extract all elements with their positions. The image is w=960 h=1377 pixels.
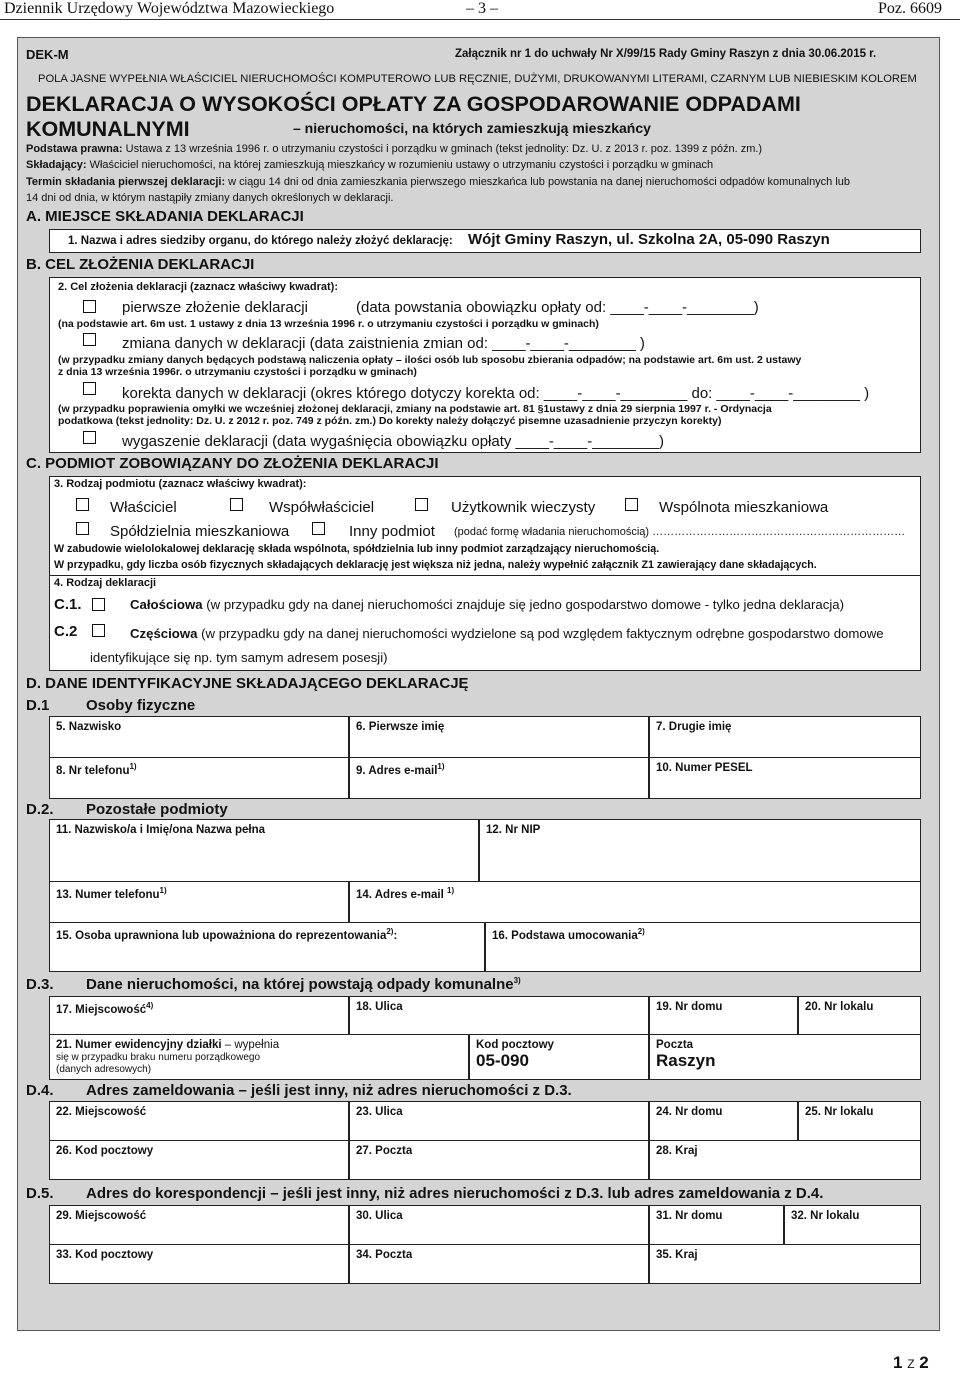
field-7-second-name[interactable] <box>649 716 921 758</box>
checkbox-data-change[interactable] <box>83 333 96 346</box>
checkbox-community[interactable] <box>625 498 638 511</box>
field-25-apartment[interactable] <box>798 1101 921 1141</box>
field-20-apartment[interactable] <box>798 996 921 1035</box>
filer-text: Właściciel nieruchomości, na której zamieszkują mieszkańcy w rozumieniu ustawy o utrzymaniu czystości i porządku w gminach <box>89 159 714 171</box>
d1-title: Osoby fizyczne <box>86 697 196 714</box>
field-11-name[interactable] <box>49 819 479 882</box>
type-cooperative: Spółdzielnia mieszkaniowa <box>110 523 290 540</box>
field-21-hint: – wypełnia <box>224 1039 280 1051</box>
field-22-label: 22. Miejscowość <box>56 1106 147 1118</box>
field-35-label: 35. Kraj <box>656 1249 698 1261</box>
form-title: DEKLARACJA O WYSOKOŚCI OPŁATY ZA GOSPODAROWANIE ODPADAMI KOMUNALNYMI <box>26 92 801 141</box>
checkbox-owner[interactable] <box>76 498 89 511</box>
field-11-label: 11. Nazwisko/a i Imię/ona Nazwa pełna <box>56 824 265 836</box>
note-multi-unit: W zabudowie wielolokalowej deklarację składa wspólnota, spółdzielnia lub inny podmiot zarządzający nieruchomością. <box>54 543 660 555</box>
opt-correction-note-2: podatkowa (tekst jednolity: Dz. U. z 2012 r. poz. 749 z późn. zm.) Do korekty należy dołączyć pisemne uzasadnienie przyczyn korekty) <box>58 415 722 427</box>
type-community: Wspólnota mieszkaniowa <box>659 499 829 516</box>
field-12-nip[interactable] <box>479 819 921 882</box>
field-29-locality[interactable] <box>49 1205 349 1245</box>
section-d-title: D. DANE IDENTYFIKACYJNE SKŁADAJĄCEGO DEKLARACJĘ <box>26 675 469 692</box>
fill-instruction: POLA JASNE WYPEŁNIA WŁAŚCICIEL NIERUCHOMOŚCI KOMPUTEROWO LUB RĘCZNIE, DUŻYMI, DRUKOWANYMI LITERAMI, CZARNYM LUB NIEBIESKIM KOLOREM <box>38 73 917 85</box>
footnote-ref: 4) <box>146 1001 154 1010</box>
field-5-surname[interactable] <box>49 716 349 758</box>
d1-code: D.1 <box>26 697 50 714</box>
field-30-label: 30. Ulica <box>356 1210 403 1222</box>
opt-correction: korekta danych w deklaracji (okres którego dotyczy korekta od: ____-____-________ do: ____-____-________ ) <box>122 385 870 402</box>
field-postal-code[interactable] <box>469 1034 649 1080</box>
filer-label: Składający: <box>26 159 87 171</box>
opt-change-note-2: z dnia 13 września 1996r. o utrzymaniu czystości i porządku w gminach) <box>58 366 417 378</box>
field-18-street[interactable] <box>349 996 649 1035</box>
field-12-label: 12. Nr NIP <box>486 824 541 836</box>
field-34-label: 34. Poczta <box>356 1249 413 1261</box>
legal-basis-label: Podstawa prawna: <box>26 143 123 155</box>
gazette-position: Poz. 6609 <box>878 0 942 17</box>
checkbox-co-owner[interactable] <box>230 498 243 511</box>
field-2-label: 2. Cel złożenia deklaracji (zaznacz właściwy kwadrat): <box>58 281 339 293</box>
field-24-house[interactable] <box>649 1101 798 1141</box>
section-c-title: C. PODMIOT ZOBOWIĄZANY DO ZŁOŻENIA DEKLARACJI <box>26 455 439 472</box>
field-21-plot[interactable] <box>49 1034 469 1080</box>
footnote-ref: 1) <box>159 886 167 895</box>
field-23-street[interactable] <box>349 1101 649 1141</box>
d4-title: Adres zameldowania – jeśli jest inny, niż adres nieruchomości z D.3. <box>86 1082 572 1099</box>
field-4-label: 4. Rodzaj deklaracji <box>54 577 157 589</box>
type-other-hint: (podać formę władania nieruchomością) …………………………………………………………… <box>454 526 906 538</box>
legal-basis <box>26 143 762 155</box>
field-17-locality[interactable] <box>49 996 349 1035</box>
page-separator: Z <box>907 1357 915 1371</box>
d2-code: D.2. <box>26 801 54 818</box>
opt-first-note: (na podstawie art. 6m ust. 1 ustawy z dnia 13 września 1996 r. o utrzymaniu czystości i porządku w gminach) <box>58 318 599 330</box>
post-label: Poczta <box>656 1039 694 1051</box>
checkbox-first-submission[interactable] <box>83 300 96 313</box>
field-28-label: 28. Kraj <box>656 1145 698 1157</box>
type-other: Inny podmiot <box>349 523 435 540</box>
checkbox-complete[interactable] <box>92 598 105 611</box>
footnote-ref: 2) <box>637 927 645 936</box>
field-6-label: 6. Pierwsze imię <box>356 721 445 733</box>
section-b-title: B. CEL ZŁOŻENIA DEKLARACJI <box>26 256 255 273</box>
field-9-label: 9. Adres e-mail <box>356 764 438 777</box>
field-31-label: 31. Nr domu <box>656 1210 723 1222</box>
legal-basis-text: Ustawa z 13 września 1996 r. o utrzymaniu czystości i porządku w gminach (tekst jednolity: Dz. U. z 2013 r. poz. 1399 z późn. zm.) <box>125 143 763 155</box>
field-26-label: 26. Kod pocztowy <box>56 1145 154 1157</box>
c2-desc: (w przypadku gdy na danej nieruchomości wydzielone są pod względem faktycznym odrębne gospodarstwo domowe <box>201 626 884 641</box>
note-multiple-persons: W przypadku, gdy liczba osób fizycznych składających deklarację jest większa niż jedna, należy wypełnić załącznik Z1 zawierający dane składających. <box>54 559 817 571</box>
field-34-post[interactable] <box>349 1244 649 1284</box>
field-27-label: 27. Poczta <box>356 1145 413 1157</box>
field-16-authorization[interactable] <box>485 922 921 972</box>
field-1-value: Wójt Gminy Raszyn, ul. Szkolna 2A, 05-090 Raszyn <box>468 231 830 248</box>
footnote-ref: 3) <box>513 976 521 985</box>
type-owner: Właściciel <box>110 499 177 516</box>
gazette-title: Dziennik Urzędowy Województwa Mazowieckiego <box>4 0 335 17</box>
c2-code: C.2 <box>54 623 78 640</box>
field-30-street[interactable] <box>349 1205 649 1245</box>
checkbox-perpetual-user[interactable] <box>415 498 428 511</box>
d3-title-text: Dane nieruchomości, na której powstają odpady komunalne <box>86 976 514 993</box>
field-33-label: 33. Kod pocztowy <box>56 1249 154 1261</box>
opt-expiry: wygaszenie deklaracji (data wygaśnięcia obowiązku opłaty ____-____-________) <box>122 433 665 450</box>
checkbox-partial[interactable] <box>92 624 105 637</box>
field-23-label: 23. Ulica <box>356 1106 403 1118</box>
form-code: DEK-M <box>26 47 69 62</box>
c2-label: Częściowa <box>130 626 198 641</box>
field-14-email[interactable] <box>349 881 921 923</box>
form-subtitle: – nieruchomości, na których zamieszkują mieszkańcy <box>293 120 651 136</box>
field-13-phone[interactable] <box>49 881 349 923</box>
field-17-label: 17. Miejscowość <box>56 1003 147 1016</box>
field-16-label: 16. Podstawa umocowania <box>492 929 638 942</box>
gazette-page: – 3 – <box>466 0 498 17</box>
checkbox-cooperative[interactable] <box>76 522 89 535</box>
postal-value: 05-090 <box>476 1051 529 1070</box>
post-value: Raszyn <box>656 1051 716 1070</box>
postal-label: Kod pocztowy <box>476 1039 554 1051</box>
c1-label: Całościowa <box>130 597 203 612</box>
field-10-pesel[interactable] <box>649 757 921 799</box>
field-7-label: 7. Drugie imię <box>656 721 732 733</box>
page-current: 1 <box>893 1353 903 1372</box>
attachment-note: Załącznik nr 1 do uchwały Nr X/99/15 Rady Gminy Raszyn z dnia 30.06.2015 r. <box>455 48 877 60</box>
field-13-label: 13. Numer telefonu <box>56 888 160 901</box>
field-21-hint-3: (danych adresowych) <box>56 1064 152 1075</box>
d5-code: D.5. <box>26 1185 54 1202</box>
field-8-phone[interactable] <box>49 757 349 799</box>
field-21-label: 21. Numer ewidencyjny działki <box>56 1039 222 1051</box>
field-10-label: 10. Numer PESEL <box>656 762 753 774</box>
field-15-label: 15. Osoba uprawniona lub upoważniona do reprezentowania <box>56 929 387 942</box>
checkbox-expiry[interactable] <box>83 431 96 444</box>
c2-desc-2: identyfikujące się np. tym samym adresem posesji) <box>90 650 388 665</box>
type-co-owner: Współwłaściciel <box>269 499 375 516</box>
field-1-label: 1. Nazwa i adres siedziby organu, do którego należy złożyć deklarację: <box>68 235 453 247</box>
opt-first-submission: pierwsze złożenie deklaracji <box>122 299 308 316</box>
field-27-post[interactable] <box>349 1140 649 1180</box>
footnote-ref: 1) <box>129 762 137 771</box>
d5-title: Adres do korespondencji – jeśli jest inny, niż adres nieruchomości z D.3. lub adres zameldowania z D.4. <box>86 1185 824 1202</box>
deadline-label: Termin składania pierwszej deklaracji: <box>26 176 226 188</box>
field-19-house[interactable] <box>649 996 798 1035</box>
field-8-label: 8. Nr telefonu <box>56 764 130 777</box>
filer <box>26 159 713 171</box>
footnote-ref: 1) <box>447 886 455 895</box>
footnote-ref: 2) <box>386 927 394 936</box>
field-26-postal[interactable] <box>49 1140 349 1180</box>
c1-code: C.1. <box>54 596 82 613</box>
field-4-box <box>49 575 921 671</box>
opt-correction-note: (w przypadku poprawienia omyłki we wcześniej złożonej deklaracji, zmiany na podstawie art. 81 §1ustawy z dnia 29 sierpnia 1997 r. - Ordynacja <box>58 403 772 415</box>
field-3-label: 3. Rodzaj podmiotu (zaznacz właściwy kwadrat): <box>54 478 307 490</box>
field-21-hint-2: się w przypadku braku numeru porządkowego <box>56 1052 260 1063</box>
page-total: 2 <box>919 1353 929 1372</box>
field-post-office[interactable] <box>649 1034 921 1080</box>
opt-data-change: zmiana danych w deklaracji (data zaistnienia zmian od: ____-____-________ ) <box>122 335 645 352</box>
deadline <box>26 176 850 188</box>
field-15-representative[interactable]: 15. Osoba uprawniona lub upoważniona do reprezentowania$^{2)}$: <box>49 922 485 972</box>
footnote-ref: 1) <box>437 762 445 771</box>
field-18-label: 18. Ulica <box>356 1001 403 1013</box>
field-2-box <box>49 277 921 453</box>
field-32-label: 32. Nr lokalu <box>791 1210 860 1222</box>
checkbox-other[interactable] <box>312 522 325 535</box>
c2-text <box>130 626 884 641</box>
c1-text <box>130 597 844 612</box>
field-24-label: 24. Nr domu <box>656 1106 723 1118</box>
field-9-email[interactable] <box>349 757 649 799</box>
deadline-text-2: 14 dni od dnia, w którym nastąpiły zmiany danych określonych w deklaracji. <box>26 192 394 204</box>
page-counter <box>893 1353 929 1373</box>
opt-first-date: (data powstania obowiązku opłaty od: ____-____-________) <box>356 299 759 316</box>
d2-title: Pozostałe podmioty <box>86 801 228 818</box>
field-14-label: 14. Adres e-mail <box>356 888 444 901</box>
section-a-title: A. MIEJSCE SKŁADANIA DEKLARACJI <box>26 208 304 225</box>
field-29-label: 29. Miejscowość <box>56 1210 147 1222</box>
field-5-label: 5. Nazwisko <box>56 721 122 733</box>
field-31-house[interactable] <box>649 1205 784 1245</box>
c1-desc: (w przypadku gdy na danej nieruchomości znajduje się jedno gospodarstwo domowe - tylko jedna deklaracja) <box>206 597 844 612</box>
field-6-first-name[interactable] <box>349 716 649 758</box>
d4-code: D.4. <box>26 1082 54 1099</box>
field-3-box <box>49 476 921 576</box>
opt-change-note: (w przypadku zmiany danych będących podstawą naliczenia opłaty – ilości osób lub sposobu zbierania odpadów; na podstawie art. 6m ust. 2 ustawy <box>58 354 802 366</box>
type-perpetual-user: Użytkownik wieczysty <box>451 499 596 516</box>
deadline-text: w ciągu 14 dni od dnia zamieszkania pierwszego mieszkańca lub powstania na danej nieruchomości odpadów komunalnych lub <box>228 176 851 188</box>
d3-code: D.3. <box>26 976 54 993</box>
gazette-rule <box>0 19 960 20</box>
field-32-apartment[interactable] <box>784 1205 921 1245</box>
field-19-label: 19. Nr domu <box>656 1001 723 1013</box>
checkbox-correction[interactable] <box>83 382 96 395</box>
field-1-box[interactable] <box>49 229 921 253</box>
field-35-country[interactable] <box>649 1244 921 1284</box>
field-28-country[interactable] <box>649 1140 921 1180</box>
field-33-postal[interactable] <box>49 1244 349 1284</box>
field-20-label: 20. Nr lokalu <box>805 1001 874 1013</box>
field-25-label: 25. Nr lokalu <box>805 1106 874 1118</box>
d3-title <box>86 976 521 993</box>
field-22-locality[interactable] <box>49 1101 349 1141</box>
